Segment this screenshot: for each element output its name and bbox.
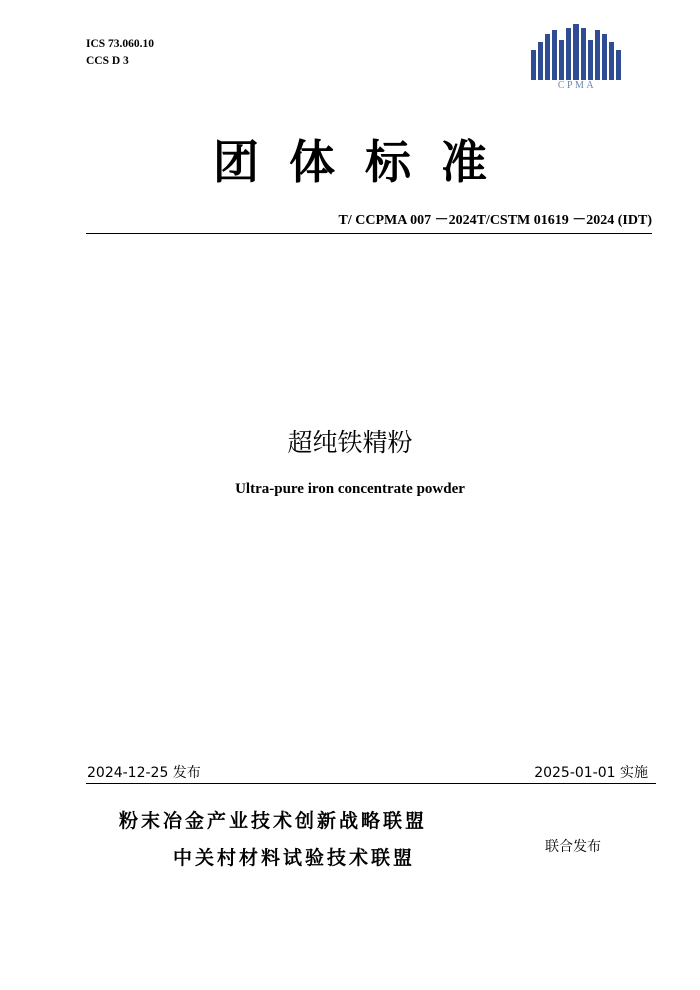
implement-date: 2025-01-01 实施 (534, 765, 648, 781)
logo-text: CPMA (557, 80, 597, 91)
standard-number: T/ CCPMA 007 －2024T/CSTM 01619 －2024 (IDT) (338, 213, 652, 228)
organization-1: 粉末冶金产业技术创新战略联盟 (119, 810, 428, 832)
joint-release-label: 联合发布 (545, 839, 601, 855)
document-type-title: 团体标准 (213, 135, 517, 189)
cpma-logo-graphic (527, 24, 627, 80)
publish-date: 2024-12-25 发布 (87, 765, 201, 781)
title-english: Ultra-pure iron concentrate powder (235, 481, 465, 497)
title-chinese: 超纯铁精粉 (287, 428, 413, 457)
classification-codes (86, 36, 154, 70)
cpma-logo (527, 24, 627, 94)
ccs-code: CCS D 3 (86, 55, 129, 67)
ics-code: ICS 73.060.10 (86, 38, 155, 50)
top-divider (86, 233, 652, 234)
organization-2: 中关村材料试验技术联盟 (173, 847, 416, 869)
bottom-divider (86, 783, 656, 784)
